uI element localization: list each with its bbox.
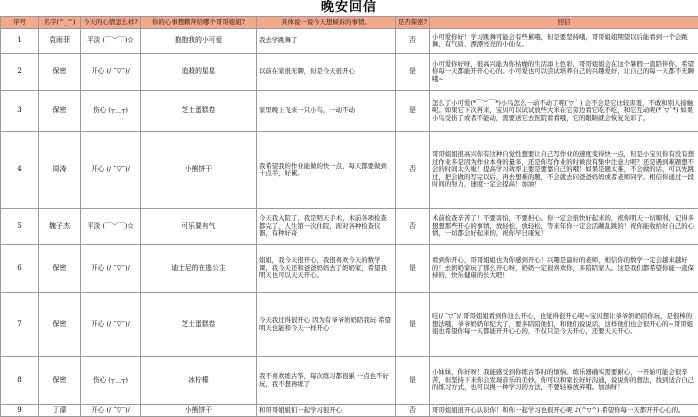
- cell-mood[interactable]: 开心 (/ ˘▽˘)/: [81, 54, 141, 91]
- header-gift[interactable]: 你的心事想赖拜给哪个哥哥姐姐?: [141, 17, 257, 29]
- cell-reply[interactable]: 小妹妹，你好呀！我能感受到你练古筝时的烦恼。练乐器确实需要耐心，一开始可能会很辛苦，但坚持下来你会发现音乐的美妙。你可以和家长好好沟通，说说你的想法，找到适合自己的练习方式，也可以换一种学习的方法，不要轻易放弃哦。加油呀！: [430, 357, 698, 405]
- cell-secret[interactable]: 是: [396, 54, 430, 91]
- table-row: [1, 29, 698, 54]
- cell-mood[interactable]: 平淡 (￣︶￣)☆: [81, 209, 141, 245]
- cell-reply[interactable]: 术前检查辛苦了！不要害怕，不要担心。你一定会很快好起来的，祝你明天一切顺利，记得多想想那些开心的事情，放轻松，放轻松，等来年你一定会活蹦乱跳的！祝你能收拾好自己的心情，一切都会好起来的，祝你早日康复！: [430, 209, 698, 245]
- cell-reply[interactable]: 哥哥姐姐很开心认识你！和你一起学习也很开心呢 ♪(^▽^) 希望你每一天都开开心心的。: [430, 405, 698, 417]
- header-row: [1, 17, 698, 29]
- cell-index[interactable]: 2: [1, 54, 39, 91]
- cell-name[interactable]: 丁濛: [39, 405, 81, 417]
- cell-secret[interactable]: 是: [396, 293, 430, 357]
- cell-reply[interactable]: 哇(/ ˘▽˘)/ 哥哥姐姐看到你这么开心，也觉得很开心呢~宝贝想让爷爷奶奶陪你玩，是很棒的想法哦，爷爷奶奶年纪大了，要多陪陪他们，和他们说说话，这样他们也会很开心的~哥哥姐姐也希望你每一天都能开开心心的，不仅只是今天开心，还要天天开心。: [430, 293, 698, 357]
- cell-reply[interactable]: 小可爱你好！学习跳舞可能会有些累哦，但是要坚持哦，哥哥姐姐期望以后能看到一个会跳舞、有气质、漂漂亮亮的小仙女。: [430, 29, 698, 54]
- cell-gift[interactable]: 芝士蛋糕卷: [141, 91, 257, 132]
- cell-gift[interactable]: 芝士蛋糕卷: [141, 293, 257, 357]
- cell-index[interactable]: 7: [1, 293, 39, 357]
- table-row: [1, 54, 698, 91]
- cell-mood[interactable]: 平淡 (￣︶￣)☆: [81, 29, 141, 54]
- cell-name[interactable]: 保密: [39, 54, 81, 91]
- table-row: [1, 293, 698, 357]
- cell-reply[interactable]: 怎么了小可爱(*￣︶￣*)小鸟怎么一动不动了呢(′▽｀) 会不会是它比较害羞，不敢和别人接触呢。如果它下次再来，宝贝可以试试放些大米在它旁边看它吃不吃，和它互动呢(*´▽`*) 如果小鸟受伤了或者不能动，需要送它去医院看看哦，它的眼睛就会恢复光彩了。: [430, 91, 698, 132]
- header-mood[interactable]: 今天的心情怎么样?: [81, 17, 141, 29]
- cell-gift[interactable]: 追殺的星星: [141, 54, 257, 91]
- cell-gift[interactable]: 可乐要有气: [141, 209, 257, 245]
- cell-name[interactable]: 保密: [39, 357, 81, 405]
- sheet-title: 晚安回信: [0, 0, 698, 16]
- cell-secret[interactable]: 是: [396, 357, 430, 405]
- cell-secret[interactable]: 否: [396, 132, 430, 209]
- cell-desc[interactable]: 以前在家很无聊，但是今天很开心: [257, 54, 396, 91]
- cell-desc[interactable]: 我去学跳舞了: [257, 29, 396, 54]
- cell-mood[interactable]: 开心 (/ ˘▽˘)/: [81, 132, 141, 209]
- cell-secret[interactable]: 是: [396, 91, 430, 132]
- cell-name[interactable]: 魏子杰: [39, 209, 81, 245]
- cell-desc[interactable]: 我希望我的作业能做的快一点，每天都要做到十点半，好累。: [257, 132, 396, 209]
- cell-mood[interactable]: 开心 (/ ˘▽˘)/: [81, 293, 141, 357]
- cell-name[interactable]: 保密: [39, 245, 81, 293]
- cell-desc[interactable]: 姐姐，我今天很开心，我很喜欢今天的数学课，我今天还和爸爸妈妈去了奶奶家，希望我明天也可以天天开心。: [257, 245, 396, 293]
- table-row: [1, 91, 698, 132]
- cell-mood[interactable]: 伤心 (┬＿┬): [81, 357, 141, 405]
- cell-reply[interactable]: 看到你开心，哥哥姐姐也为你感到开心！兴趣是最好的老师，相信你的数学一定会越来越好的！去奶奶家玩了那么开心呀，奶奶一定很喜欢你，多陪陪家人。这是我们都希望你能一直保持的，快乐健康的长大吧！: [430, 245, 698, 293]
- cell-secret[interactable]: 是: [396, 245, 430, 293]
- cell-index[interactable]: 1: [1, 29, 39, 54]
- header-reply[interactable]: 回信: [430, 17, 698, 29]
- cell-mood[interactable]: 开心 (/ ˘▽˘)/: [81, 245, 141, 293]
- cell-gift[interactable]: 小熊饼干: [141, 132, 257, 209]
- cell-index[interactable]: 4: [1, 132, 39, 209]
- cell-mood[interactable]: 开心 (/ ˘▽˘)/: [81, 405, 141, 417]
- cell-desc[interactable]: 今天我过得很开心 因为有爷爷奶奶陪我玩 希望明天也能和今天一样开心: [257, 293, 396, 357]
- cell-reply[interactable]: 小可爱你好呀，很高兴能为你枯燥的生活添上色彩，哥哥姐姐会在这个暑假一直陪伴你，希望你每一天都能开开心心的。小可爱也可以尝试培养自己的兴趣爱好，让自己的每一天都不无聊哦~: [430, 54, 698, 91]
- cell-gift[interactable]: 小熊饼干: [141, 405, 257, 417]
- cell-gift[interactable]: 迪士尼的在逃公主: [141, 245, 257, 293]
- cell-gift[interactable]: 抱抱我的小可爱: [141, 29, 257, 54]
- table-row: [1, 209, 698, 245]
- cell-desc[interactable]: 我不喜欢练古筝，每次练习都很累 一点也不好玩，我不想再练了: [257, 357, 396, 405]
- cell-name[interactable]: 保密: [39, 91, 81, 132]
- header-desc[interactable]: 具体说一说今天想倾诉的事情。: [257, 17, 396, 29]
- cell-index[interactable]: 9: [1, 405, 39, 417]
- cell-reply[interactable]: 哥哥姐姐很高兴你有这种自觉性想要让自己写作业的速度变得快一点，但是小宝贝你有没有想过作业多是因为作业本身的量多，还是你写作业的时候没有集中注意力呢？还是遇到难题想不会的时间太久啦！提高学习效率主要是要靠自己的哦！如果是题太难，不会做的话，可以先跳过，把会做的写完以后，再去想难的题，不会就去问爸爸妈妈或者老师同学。相信你通过一段时间的努力，速度一定会提高！加油！: [430, 132, 698, 209]
- cell-desc[interactable]: 今天我入院了，我是明天手术，术前各项检查都完了，人生第一次住院，面对各种检查仪器，有种好奇: [257, 209, 396, 245]
- table-row: [1, 245, 698, 293]
- cell-index[interactable]: 8: [1, 357, 39, 405]
- reply-table: [0, 16, 698, 417]
- cell-desc[interactable]: 和哥哥姐姐们一起学习很开心: [257, 405, 396, 417]
- cell-index[interactable]: 6: [1, 245, 39, 293]
- cell-name[interactable]: 保密: [39, 293, 81, 357]
- header-index[interactable]: 序号: [1, 17, 39, 29]
- cell-secret[interactable]: 否: [396, 29, 430, 54]
- cell-desc[interactable]: 家里晚上飞来一只小鸟，一动不动: [257, 91, 396, 132]
- cell-name[interactable]: 周涛: [39, 132, 81, 209]
- cell-name[interactable]: 袁雨菲: [39, 29, 81, 54]
- header-secret[interactable]: 是否保密?: [396, 17, 430, 29]
- cell-mood[interactable]: 伤心 (┬＿┬): [81, 91, 141, 132]
- cell-secret[interactable]: 否: [396, 209, 430, 245]
- cell-index[interactable]: 3: [1, 91, 39, 132]
- header-name[interactable]: 名字(^_^): [39, 17, 81, 29]
- table-row: [1, 357, 698, 405]
- cell-index[interactable]: 5: [1, 209, 39, 245]
- cell-secret[interactable]: 否: [396, 405, 430, 417]
- cell-gift[interactable]: 冰柠檬: [141, 357, 257, 405]
- table-row: [1, 132, 698, 209]
